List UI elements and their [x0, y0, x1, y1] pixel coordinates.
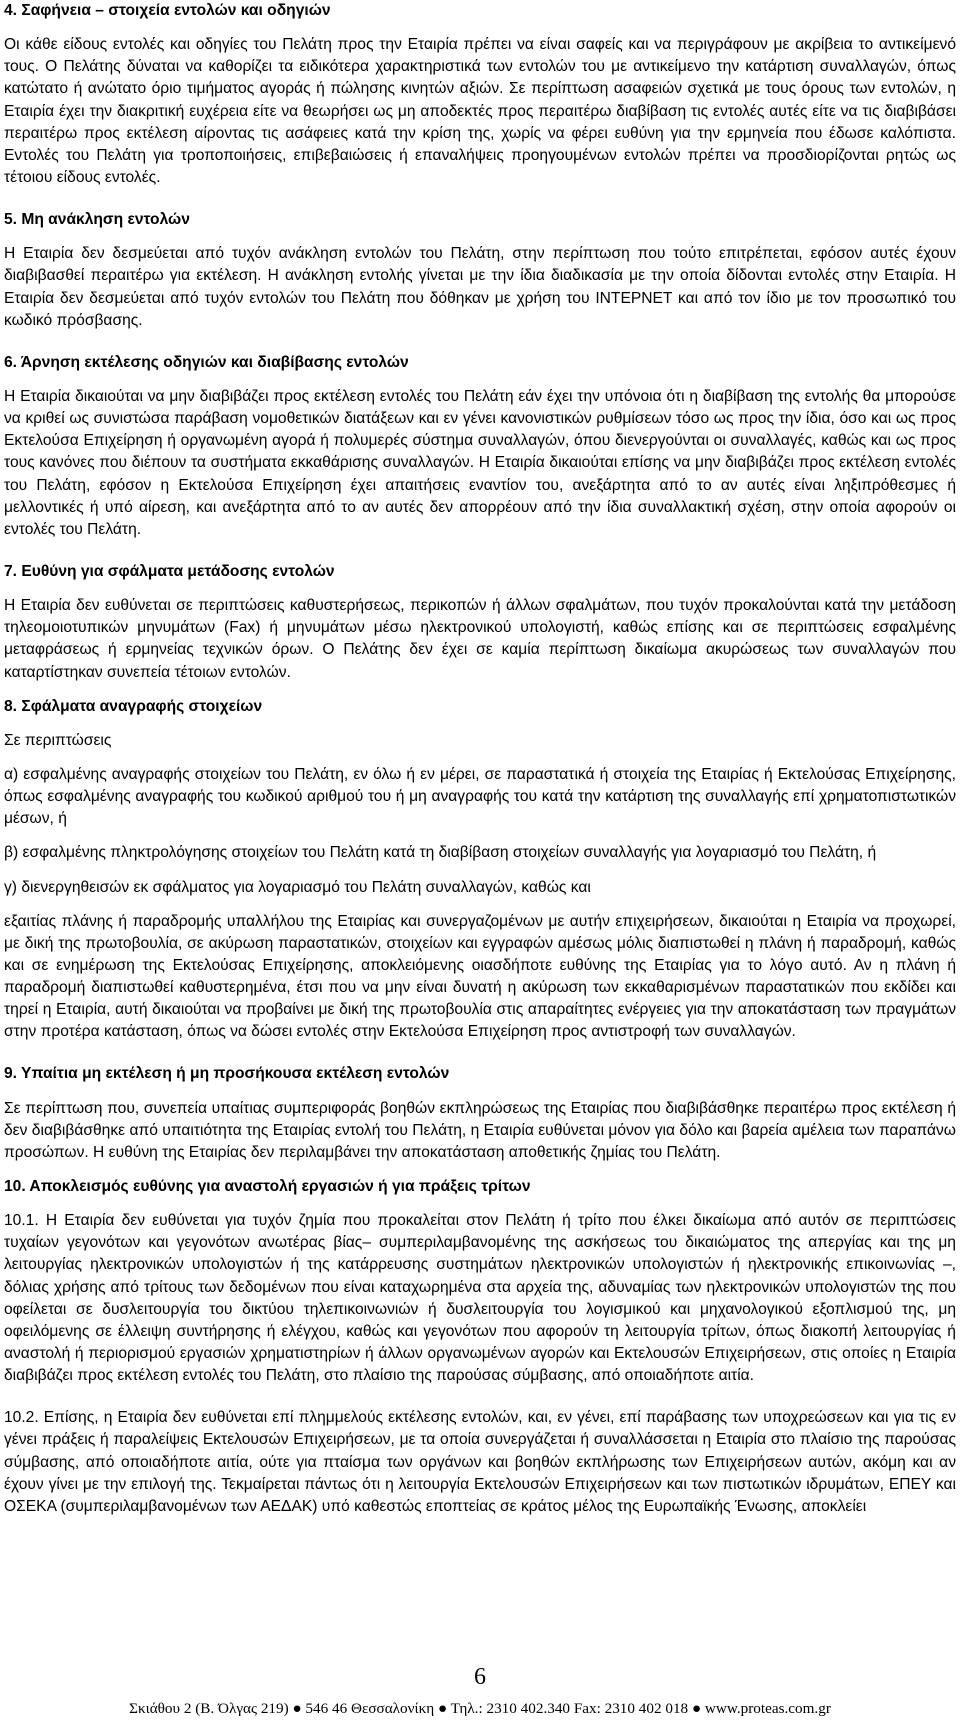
section-10-2-paragraph: 10.2. Επίσης, η Εταιρία δεν ευθύνεται επί πλημμελούς εκτέλεσης εντολών, και, εν γένει, επί παράβασης των υποχρεώσεων και για τις εν γένει πράξεις ή παραλείψεις Εκτελουσών Επιχειρήσεων, με τα οποία συνεργάζεται ή συναλλάσσεται η Εταιρία στο πλαίσιο της παρούσας σύμβασης, από οποιαδήποτε αιτία, ούτε για πταίσμα των οργάνων και βοηθών εκπλήρωσης των Επιχειρήσεων αυτών, ακόμη και αν έχουν γίνει με την επιλογή της. Τεκμαίρεται πάντως ότι η λειτουργία Εκτελουσών Επιχειρήσεων και των πιστωτικών ιδρυμάτων, ΕΠΕΥ και ΟΣΕΚΑ (συμπεριλαμβανομένων των ΑΕΔΑΚ) υπό καθεστώς εποπτείας σε κράτος μέλος της Ευρωπαϊκής Ένωσης, αποκλείει [4, 1409, 956, 1515]
section-8-title: 8. Σφάλματα αναγραφής στοιχείων [4, 697, 263, 715]
section-9-paragraph: Σε περίπτωση που, συνεπεία υπαίτιας συμπεριφοράς βοηθών εκπληρώσεως της Εταιρίας που διαβιβάσθηκε περαιτέρω προς εκτέλεση ή δεν διαβιβάσθηκε από υπαιτιότητα της Εταιρίας εντολή του Πελάτη, η Εταιρία ευθύνεται μόνον για δόλο και βαρεία αμέλεια των παραπάνω προσώπων. Η ευθύνη της Εταιρίας δεν περιλαμβάνει την αποκατάσταση αποθετικής ζημίας του Πελάτη. [4, 1099, 956, 1161]
section-7-title: 7. Ευθύνη για σφάλματα μετάδοσης εντολών [4, 562, 335, 580]
section-8-paragraph: εξαιτίας πλάνης ή παραδρομής υπαλλήλου της Εταιρίας και συνεργαζομένων με αυτήν επιχειρήσεων, δικαιούται η Εταιρία να προχωρεί, με δική της πρωτοβουλία, σε ακύρωση παραστατικών, στοιχείων και εγγραφών αμέσως μόλις διαπιστωθεί η πλάνη ή παραδρομή, καθώς και σε ενημέρωση της Εκτελούσας Επιχείρησης, αποκλειόμενης οιασδήποτε ευθύνης της Εταιρίας για το λόγο αυτό. Αν η πλάνη ή παραδρομή διαπιστωθεί καθυστερημένα, έτσι που να μην είναι δυνατή η ακύρωση των εκκαθαρισμένων παραστατικών που εκδίδει και τηρεί η Εταιρία, αυτή δικαιούται να προβαίνει με δική της πρωτοβουλία στις απαραίτητες ενέργειες για την αποκατάσταση των πραγμάτων στην προτέρα κατάσταση, όπως να δώσει εντολές στην Εκτελούσα Επιχείρηση προς αντιστροφή των συναλλαγών. [4, 912, 956, 1041]
page-footer: Σκιάθου 2 (Β. Όλγας 219) ● 546 46 Θεσσαλονίκη ● Τηλ.: 2310 402.340 Fax: 2310 402 018 ● www.proteas.com.gr [129, 1700, 831, 1717]
section-5-title: 5. Μη ανάκληση εντολών [4, 211, 190, 229]
section-8-item-a: α) εσφαλμένης αναγραφής στοιχείων του Πελάτη, εν όλω ή εν μέρει, σε παραστατικά ή στοιχεία της Εταιρίας ή Εκτελούσας Επιχείρησης, όπως εσφαλμένης αναγραφής του κωδικού αριθμού του ή μη αναγραφής του κατά την κατάρτιση της συναλλαγής επί χρηματοπιστωτικών μέσων, ή [4, 765, 956, 828]
section-10-title: 10. Αποκλεισμός ευθύνης για αναστολή εργασιών ή για πράξεις τρίτων [4, 1178, 531, 1196]
section-9-title: 9. Υπαίτια μη εκτέλεση ή μη προσήκουσα εκτέλεση εντολών [4, 1065, 450, 1083]
section-10-1-paragraph: 10.1. Η Εταιρία δεν ευθύνεται για τυχόν ζημία που προκαλείται στον Πελάτη ή τρίτο που έλκει δικαίωμα από αυτόν σε περιπτώσεις τυχαίων γεγονότων και γεγονότων ανωτέρας βίας– συμπεριλαμβανομένης της ασκήσεως του δικαιώματος της απεργίας και της μη λειτουργίας ηλεκτρονικών υπολογιστών ή της κατάρρευσης συστημάτων ηλεκτρονικών υπολογιστών ή ηλεκτρονικής επικοινωνίας –, δόλιας χρήσης από τρίτους των δεδομένων που είναι καταχωρημένα στα αρχεία της, αδυναμίας των ηλεκτρονικών υπολογιστών της που οφείλεται σε δυσλειτουργία του δικτύου τηλεπικοινωνιών ή δυσλειτουργία του λογισμικού και μηχανολογικού εξοπλισμού της, μη οφειλόμενης σε έλλειψη συντήρησης ή ελέγχου, καθώς και γεγονότων που αφορούν τη λειτουργία τρίτων, όπως διακοπή λειτουργίας ή αναστολή ή περιορισμού εργασιών χρηματιστηρίων ή άλλων οργανωμένων αγορών και Εκτελουσών Επιχειρήσεων, στις οποίες η Εταιρία διαβιβάζει προς εκτέλεση εντολές του Πελάτη, στο πλαίσιο της παρούσας σύμβασης, από οποιαδήποτε αιτία. [4, 1212, 956, 1385]
page-number: 6 [474, 1664, 486, 1690]
section-8-item-c: γ) διενεργηθεισών εκ σφάλματος για λογαριασμό του Πελάτη συναλλαγών, καθώς και [4, 878, 591, 896]
section-4-title: 4. Σαφήνεια – στοιχεία εντολών και οδηγιών [4, 2, 331, 19]
section-8-intro: Σε περιπτώσεις [4, 731, 112, 749]
section-4-paragraph: Οι κάθε είδους εντολές και οδηγίες του Πελάτη προς την Εταιρία πρέπει να είναι σαφείς και να περιγράφουν με ακρίβεια το αντικείμενό τους. Ο Πελάτης δύναται να καθορίζει τα ειδικότερα χαρακτηριστικά των εντολών του με αντικείμενο την κατάρτιση συναλλαγών, όπως κατώτατο ή ανώτατο όριο τιμήματος αγοράς ή πώλησης κινητών αξιών. Σε περίπτωση ασαφειών σχετικά με τους όρους των εντολών, η Εταιρία έχει την διακριτική ευχέρεια είτε να θεωρήσει ως μη αποδεκτές προς περαιτέρω διαβίβαση τις εντολές αυτές είτε να τις διαβιβάσει περαιτέρω προς εκτέλεση αίροντας τις ασάφειες κατά την κρίση της, χωρίς να φέρει ευθύνη για την ερμηνεία που έδωσε καλόπιστα. Εντολές του Πελάτη για τροποποιήσεις, επιβεβαιώσεις ή επαναλήψεις προηγουμένων εντολών πρέπει να προσδιορίζονται ρητώς ως τέτοιου είδους εντολές. [4, 36, 956, 186]
section-8-item-b: β) εσφαλμένης πληκτρολόγησης στοιχείων του Πελάτη κατά τη διαβίβαση στοιχείων συναλλαγής για λογαριασμό του Πελάτη, ή [4, 844, 877, 862]
document-page [4, 0, 956, 1518]
section-5-paragraph: Η Εταιρία δεν δεσμεύεται από τυχόν ανάκληση εντολών του Πελάτη, στην περίπτωση που τούτο επιτρέπεται, εφόσον αυτές έχουν διαβιβασθεί περαιτέρω για εκτέλεση. Η ανάκληση εντολής γίνεται με την ίδια διαδικασία με την οποία δίδονται εντολές στην Εταιρία. Η Εταιρία δεν δεσμεύεται από τυχόν εντολών του Πελάτη που δόθηκαν με χρήση του INTEPNET και από τον ίδιο με τον προσωπικό του κωδικό πρόσβασης. [4, 245, 956, 329]
section-6-title: 6. Άρνηση εκτέλεσης οδηγιών και διαβίβασης εντολών [4, 353, 409, 371]
section-7-paragraph: Η Εταιρία δεν ευθύνεται σε περιπτώσεις καθυστερήσεως, περικοπών ή άλλων σφαλμάτων, που τυχόν προκαλούνται κατά την μετάδοση τηλεομοιοτυπικών μηνυμάτων (Fax) ή μηνυμάτων μέσω ηλεκτρονικού υπολογιστή, καθώς επίσης και σε περιπτώσεις εσφαλμένης μεταφράσεως ή ερμηνείας τεχνικών όρων. Ο Πελάτης δεν έχει σε καμία περίπτωση δικαίωμα ακυρώσεως των συναλλαγών που καταρτίστηκαν συνεπεία τέτοιων εντολών. [4, 597, 956, 681]
section-6-paragraph: Η Εταιρία δικαιούται να μην διαβιβάζει προς εκτέλεση εντολές του Πελάτη εάν έχει την υπόνοια ότι η διαβίβαση της εντολής θα μπορούσε να κριθεί ως συνιστώσα παράβαση νομοθετικών διατάξεων και εν γένει κανονιστικών ρυθμίσεων τόσο ως προς την ίδια, όσο και ως προς Εκτελούσα Επιχείρηση ή οργανωμένη αγορά ή πολυμερές σύστημα συναλλαγών, όπου διενεργούνται οι συναλλαγές, καθώς και ως προς τους κανόνες που διέπουν τα συστήματα εκκαθάρισης συναλλαγών. Η Εταιρία δικαιούται επίσης να μην διαβιβάζει προς εκτέλεση εντολές του Πελάτη, εφόσον η Εκτελούσα Επιχείρηση έχει απαιτήσεις εναντίον του, ανεξάρτητα από το αν αυτές είναι ληξιπρόθεσμες ή μελλοντικές ή υπό αίρεση, και ανεξάρτητα από το αν αυτές δεν απορρέουν από την ίδια συναλλακτική σχέση, στην οποία αφορούν οι εντολές του Πελάτη. [4, 387, 956, 538]
